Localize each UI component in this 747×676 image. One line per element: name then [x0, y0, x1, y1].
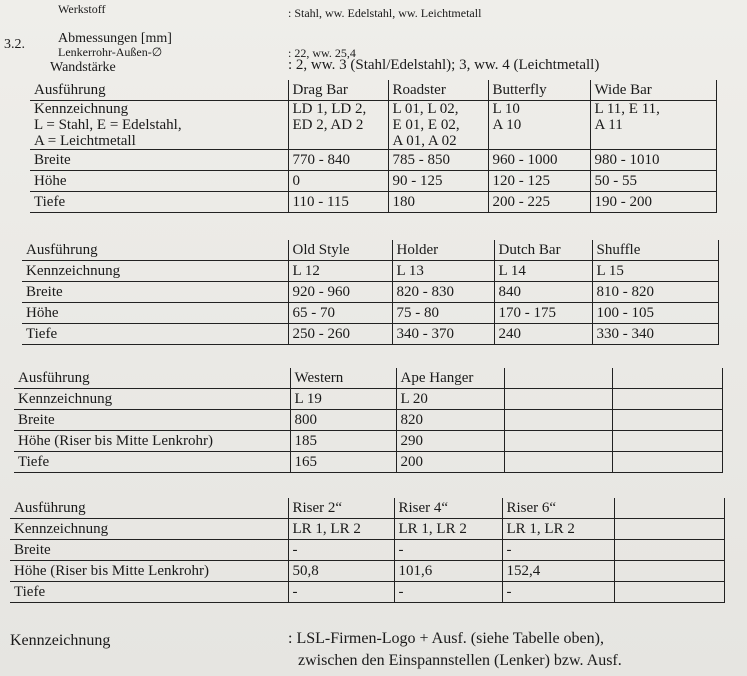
table-cell: 840 — [494, 282, 592, 303]
column-header: Western — [290, 368, 396, 389]
table-row — [10, 540, 724, 561]
empty-cell — [614, 582, 724, 603]
table-cell: - — [288, 582, 394, 603]
table-cell: 190 - 200 — [590, 192, 716, 213]
table-row — [10, 561, 724, 582]
row-label: Tiefe — [14, 452, 290, 473]
table-cell: 50 - 55 — [590, 171, 716, 192]
dimension-table-4 — [10, 498, 725, 603]
table-row — [30, 192, 716, 213]
dimension-table-1 — [30, 80, 717, 213]
empty-cell — [614, 519, 724, 540]
column-header: Butterfly — [488, 80, 590, 101]
table-cell: - — [394, 582, 502, 603]
footer-label: Kennzeichnung — [10, 632, 111, 649]
table-cell: 185 — [290, 431, 396, 452]
column-header: Holder — [392, 240, 494, 261]
column-header: Riser 6“ — [502, 498, 614, 519]
empty-cell — [504, 452, 612, 473]
kennzeichnung-cell — [288, 101, 388, 150]
table-cell: 0 — [288, 171, 388, 192]
row-label: Höhe — [30, 171, 288, 192]
table-cell: 152,4 — [502, 561, 614, 582]
row-label: Tiefe — [30, 192, 288, 213]
empty-cell — [612, 368, 722, 389]
table-row — [22, 324, 718, 345]
row-label: Breite — [10, 540, 288, 561]
table-cell: 290 — [396, 431, 504, 452]
table-row — [10, 519, 724, 540]
table-cell: 960 - 1000 — [488, 150, 590, 171]
table-row — [30, 101, 716, 150]
kennzeichnung-cell — [388, 101, 488, 150]
table-cell: 200 - 225 — [488, 192, 590, 213]
table-row — [14, 389, 722, 410]
cell-line: ED 2, AD 2 — [292, 117, 364, 133]
table-cell: L 13 — [392, 261, 494, 282]
column-header: Riser 2“ — [288, 498, 394, 519]
table-row — [30, 150, 716, 171]
table-cell: - — [502, 582, 614, 603]
empty-cell — [504, 368, 612, 389]
wandstaerke-value: : 2, ww. 3 (Stahl/Edelstahl); 3, ww. 4 (Leichtmetall) — [288, 57, 600, 73]
column-header: Wide Bar — [590, 80, 716, 101]
column-header: Roadster — [388, 80, 488, 101]
row-label: Kennzeichnung — [10, 519, 288, 540]
footer-value-line2: zwischen den Einspannstellen (Lenker) bzw. Ausf. — [298, 652, 622, 669]
row-label: Tiefe — [22, 324, 288, 345]
table-row — [30, 171, 716, 192]
table-cell: 785 - 850 — [388, 150, 488, 171]
table-row — [22, 303, 718, 324]
table-cell: 820 — [396, 410, 504, 431]
table-row — [22, 261, 718, 282]
row-label: Kennzeichnung — [14, 389, 290, 410]
row-label: Kennzeichnung — [34, 101, 129, 117]
table-cell: LR 1, LR 2 — [394, 519, 502, 540]
row-label: Ausführung — [22, 240, 288, 261]
table-row — [22, 282, 718, 303]
row-label: Tiefe — [10, 582, 288, 603]
table-cell: LR 1, LR 2 — [288, 519, 394, 540]
kennzeichnung-cell — [488, 101, 590, 150]
table-cell: L 14 — [494, 261, 592, 282]
table-cell: 75 - 80 — [392, 303, 494, 324]
table-cell: - — [394, 540, 502, 561]
row-label: Ausführung — [10, 498, 288, 519]
table-row — [14, 431, 722, 452]
table-cell: L 19 — [290, 389, 396, 410]
row-label: Breite — [14, 410, 290, 431]
section-number: 3.2. — [4, 37, 25, 52]
empty-cell — [614, 498, 724, 519]
lenkerrohr-label: Lenkerrohr-Außen-∅ — [58, 45, 163, 59]
table-cell: 100 - 105 — [592, 303, 718, 324]
row-label: Breite — [30, 150, 288, 171]
table-cell: 810 - 820 — [592, 282, 718, 303]
table-cell: 170 - 175 — [494, 303, 592, 324]
table-cell: - — [288, 540, 394, 561]
column-header: Old Style — [288, 240, 392, 261]
table-cell: 240 — [494, 324, 592, 345]
table-cell: 50,8 — [288, 561, 394, 582]
cell-line: E 01, E 02, — [392, 117, 460, 133]
section-title: Abmessungen [mm] — [58, 31, 172, 46]
row-label: Ausführung — [14, 368, 290, 389]
table-cell: 250 - 260 — [288, 324, 392, 345]
empty-cell — [504, 389, 612, 410]
lenkerrohr-value: : 22, ww. 25,4 — [288, 46, 356, 60]
table-row — [14, 452, 722, 473]
table-cell: 180 — [388, 192, 488, 213]
table-row — [14, 368, 722, 389]
table-row — [30, 80, 716, 101]
column-header: Ape Hanger — [396, 368, 504, 389]
empty-cell — [504, 431, 612, 452]
wandstaerke-label: Wandstärke — [50, 60, 116, 75]
row-label: Kennzeichnung — [22, 261, 288, 282]
table-row — [14, 410, 722, 431]
cell-line: A 01, A 02 — [392, 133, 457, 149]
row-label: A = Leichtmetall — [34, 133, 136, 149]
dimension-table-3 — [14, 368, 723, 473]
werkstoff-value: : Stahl, ww. Edelstahl, ww. Leichtmetall — [288, 6, 482, 20]
table-cell: LR 1, LR 2 — [502, 519, 614, 540]
empty-cell — [612, 431, 722, 452]
table-cell: L 15 — [592, 261, 718, 282]
werkstoff-label: Werkstoff — [58, 2, 106, 16]
table-cell: L 20 — [396, 389, 504, 410]
table-cell: 820 - 830 — [392, 282, 494, 303]
table-row — [10, 582, 724, 603]
cell-line: A 11 — [594, 117, 623, 133]
column-header: Drag Bar — [288, 80, 388, 101]
cell-line: LD 1, LD 2, — [292, 101, 367, 117]
table-cell: 330 - 340 — [592, 324, 718, 345]
table-cell: 110 - 115 — [288, 192, 388, 213]
table-cell: 800 — [290, 410, 396, 431]
table-cell: 200 — [396, 452, 504, 473]
cell-line: L 11, E 11, — [594, 101, 660, 117]
dimension-table-2 — [22, 240, 719, 345]
row-label: Breite — [22, 282, 288, 303]
table-cell: 340 - 370 — [392, 324, 494, 345]
row-label: Höhe — [22, 303, 288, 324]
cell-line: A 10 — [492, 117, 522, 133]
column-header: Dutch Bar — [494, 240, 592, 261]
empty-cell — [612, 410, 722, 431]
table-cell: 120 - 125 — [488, 171, 590, 192]
table-cell: 101,6 — [394, 561, 502, 582]
footer-value-line1: : LSL-Firmen-Logo + Ausf. (siehe Tabelle oben), — [288, 630, 604, 647]
table-cell: 920 - 960 — [288, 282, 392, 303]
row-label-kennzeichnung — [30, 101, 288, 150]
table-row — [22, 240, 718, 261]
table-cell: 770 - 840 — [288, 150, 388, 171]
column-header: Riser 4“ — [394, 498, 502, 519]
empty-cell — [614, 540, 724, 561]
row-label: Höhe (Riser bis Mitte Lenkrohr) — [10, 561, 288, 582]
column-header: Shuffle — [592, 240, 718, 261]
table-cell: L 12 — [288, 261, 392, 282]
cell-line: L 10 — [492, 101, 520, 117]
row-label: Höhe (Riser bis Mitte Lenkrohr) — [14, 431, 290, 452]
table-cell: - — [502, 540, 614, 561]
table-row — [10, 498, 724, 519]
table-cell: 90 - 125 — [388, 171, 488, 192]
kennzeichnung-cell — [590, 101, 716, 150]
table-cell: 65 - 70 — [288, 303, 392, 324]
table-cell: 165 — [290, 452, 396, 473]
table-cell: 980 - 1010 — [590, 150, 716, 171]
cell-line: L 01, L 02, — [392, 101, 459, 117]
empty-cell — [612, 452, 722, 473]
empty-cell — [504, 410, 612, 431]
row-label: Ausführung — [30, 80, 288, 101]
row-label: L = Stahl, E = Edelstahl, — [34, 117, 182, 133]
empty-cell — [612, 389, 722, 410]
empty-cell — [614, 561, 724, 582]
